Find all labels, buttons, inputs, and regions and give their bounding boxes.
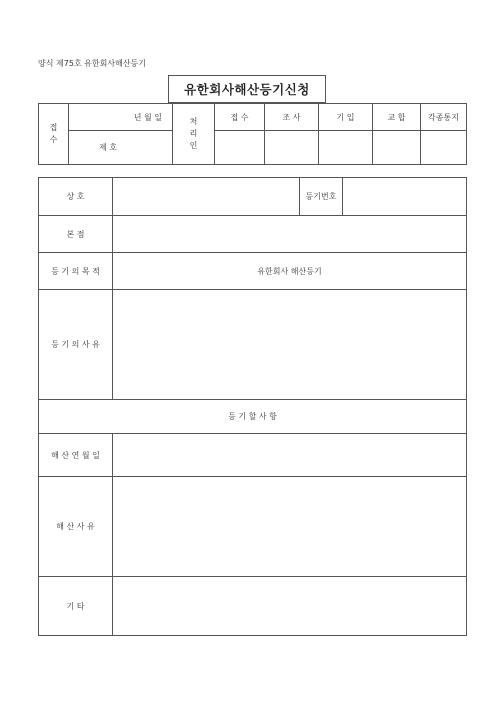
dissolution-date-label: 해 산 연 월 일: [39, 434, 113, 477]
form-title: 유한회사해산등기신청: [168, 75, 326, 103]
dissolution-reason-label: 해 산 사 유: [39, 477, 113, 577]
handler-label: 처 리 인: [173, 104, 215, 165]
receipt-side-label: 접 수: [39, 104, 69, 165]
head-office-field[interactable]: [113, 216, 467, 253]
dissolution-date-field[interactable]: [113, 434, 467, 477]
head-office-label: 본 점: [39, 216, 113, 253]
column-header-notices: 각종통지: [421, 104, 467, 131]
column-header-reception: 접 수: [215, 104, 265, 131]
section-header: 등 기 할 사 항: [39, 400, 467, 434]
application-table: [38, 177, 467, 636]
dissolution-reason-field[interactable]: [113, 477, 467, 577]
review-stamp-cell[interactable]: [265, 131, 319, 165]
registration-number-label: 등기번호: [300, 178, 343, 216]
other-label: 기 타: [39, 577, 113, 636]
purpose-value: 유한회사 해산등기: [113, 253, 467, 290]
reception-stamp-cell[interactable]: [215, 131, 265, 165]
trade-name-label: 상 호: [39, 178, 113, 216]
collation-stamp-cell[interactable]: [373, 131, 421, 165]
form-number-label: 양식 제75호 유한회사해산등기: [38, 59, 147, 68]
receipt-number-label: 제 호: [69, 131, 173, 165]
notices-stamp-cell[interactable]: [421, 131, 467, 165]
column-header-review: 조 사: [265, 104, 319, 131]
cause-label: 등 기 의 사 유: [39, 290, 113, 400]
entry-stamp-cell[interactable]: [319, 131, 373, 165]
other-field[interactable]: [113, 577, 467, 636]
purpose-label: 등 기 의 목 적: [39, 253, 113, 290]
registration-number-field[interactable]: [343, 178, 467, 216]
column-header-collation: 교 합: [373, 104, 421, 131]
receipt-table: [38, 103, 467, 165]
receipt-date-label: 년 월 일: [69, 104, 173, 131]
cause-field[interactable]: [113, 290, 467, 400]
trade-name-field[interactable]: [113, 178, 300, 216]
column-header-entry: 기 입: [319, 104, 373, 131]
